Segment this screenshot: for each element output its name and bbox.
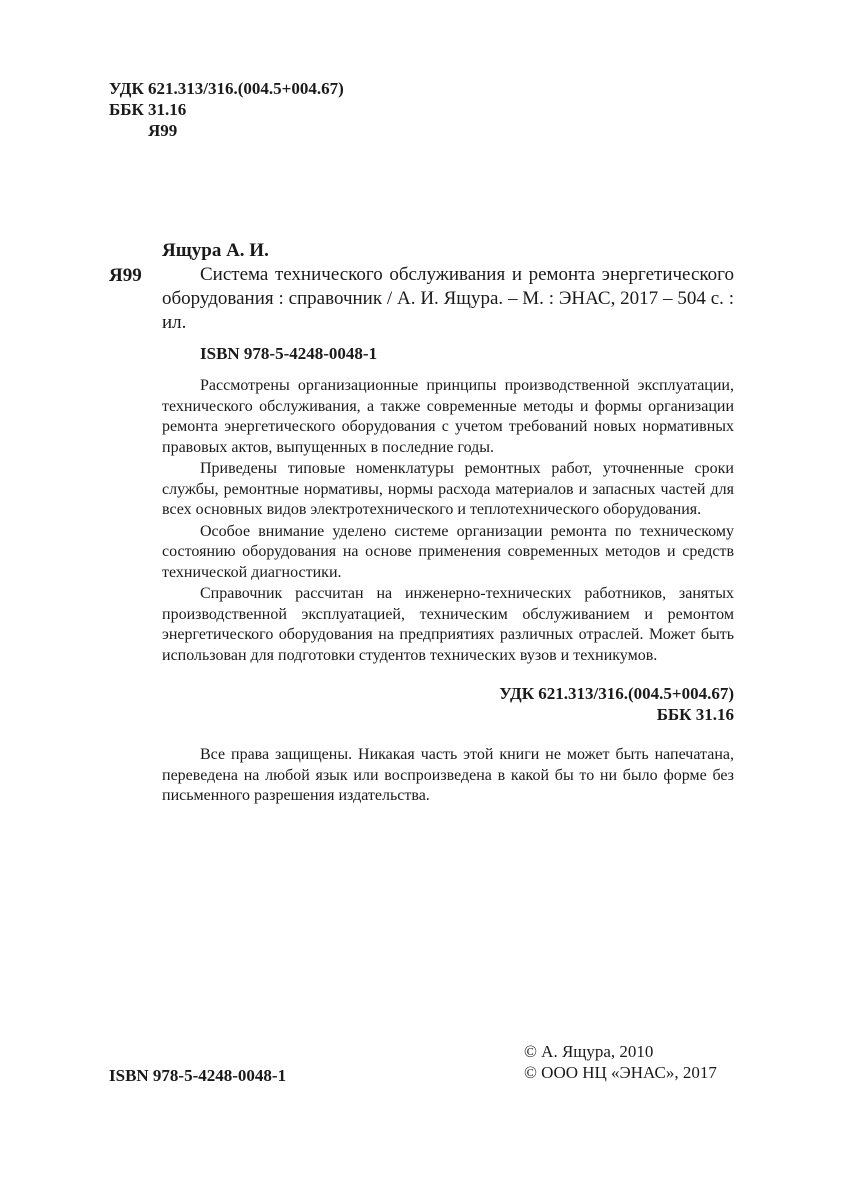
rights-notice: Все права защищены. Никакая часть этой книги не может быть напечатана, переведена на любой язык или воспроизведена в какой бы то ни было форме без письменного разрешения издательства.: [162, 746, 734, 804]
bbk-code: ББК 31.16: [109, 100, 187, 119]
copyright-publisher: © ООО НЦ «ЭНАС», 2017: [524, 1063, 717, 1082]
isbn-footer: ISBN 978-5-4248-0048-1: [109, 1066, 287, 1085]
annotation-paragraph: Рассмотрены организационные принципы производственной эксплуатации, технического обслуживания, а также современные методы и формы организации ремонта энергетического оборудования с учетом требований новых нормативных правовых актов, выпущенных в последние годы.: [162, 377, 734, 456]
copyright-block: [524, 1041, 717, 1083]
udk-code-bottom: УДК 621.313/316.(004.5+004.67): [499, 684, 734, 703]
entry-mark: Я99: [109, 265, 142, 286]
annotation-paragraph: Справочник рассчитан на инженерно-технических работников, занятых производственной эксплуатацией, техническим обслуживанием и ремонтом энергетического оборудования на предприятиях различных отраслей. Может быть использован для подготовки студентов технических вузов и техникумов.: [162, 585, 734, 664]
udk-code: УДК 621.313/316.(004.5+004.67): [109, 79, 344, 98]
copyright-author: © А. Ящура, 2010: [524, 1042, 654, 1061]
annotation-paragraph: Особое внимание уделено системе организации ремонта по техническому состоянию оборудования на основе применения современных методов и средств технической диагностики.: [162, 522, 734, 581]
author-name: Ящура А. И.: [162, 240, 269, 261]
bibliographic-description: Система технического обслуживания и ремонта энергетического оборудования : справочник / А. И. Ящура. – М. : ЭНАС, 2017 – 504 с. : ил.: [162, 264, 734, 333]
classification-bottom: [499, 683, 734, 725]
isbn-entry: ISBN 978-5-4248-0048-1: [200, 344, 378, 363]
annotation: [162, 376, 734, 667]
author-mark: Я99: [148, 121, 178, 140]
bbk-code-bottom: ББК 31.16: [656, 705, 734, 724]
classification-block: [109, 78, 344, 141]
annotation-paragraph: Приведены типовые номенклатуры ремонтных работ, уточненные сроки службы, ремонтные нормативы, нормы расхода материалов и запасных частей для всех основных видов электротехнического и теплотехнического оборудования.: [162, 460, 734, 518]
